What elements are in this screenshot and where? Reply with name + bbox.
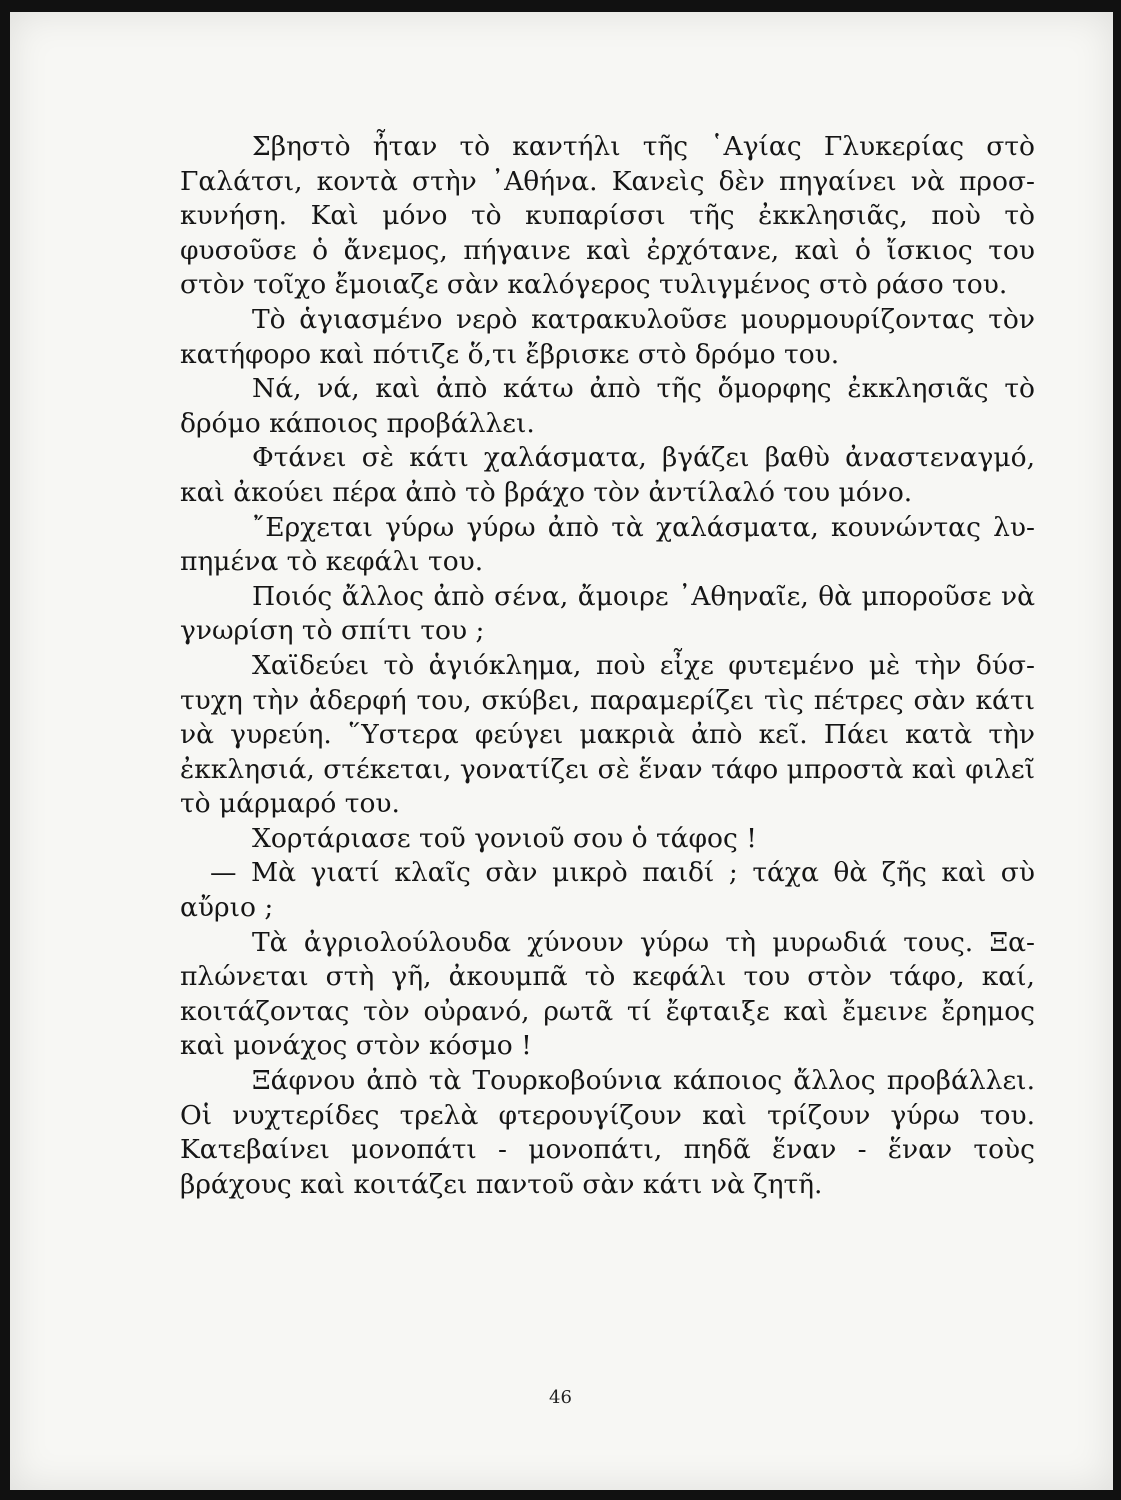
page-number: 46 <box>549 1387 572 1408</box>
paragraph-1: Σβηστὸ ἦταν τὸ καντήλι τῆς ῾Αγίας Γλυκερίας στὸ Γαλάτσι, κοντὰ στὴν ᾿Αθήνα. Κανεὶς δὲν πηγαίνει νὰ προσκυνήση. Καὶ μόνο τὸ κυπαρίσσι τῆς ἐκκλησιᾶς, ποὺ τὸ φυσοῦσε ὁ ἄνεμος, πήγαινε καὶ ἐρχότανε, καὶ ὁ ἴσκιος του στὸν τοῖχο ἔμοιαζε σὰν καλόγερος τυλιγμένος στὸ ράσο του. <box>180 131 1035 301</box>
paragraph-7: Χαϊδεύει τὸ ἁγιόκλημα, ποὺ εἶχε φυτεμένο μὲ τὴν δύστυχη τὴν ἀδερφή του, σκύβει, παραμερίζει τὶς πέτρες σὰν κάτι νὰ γυρεύη. ῞Υστερα φεύγει μακριὰ ἀπὸ κεῖ. Πάει κατὰ τὴν ἐκκλησιά, στέκεται, γονατίζει σὲ ἕναν τάφο μπροστὰ καὶ φιλεῖ τὸ μάρμαρό του. <box>180 649 1035 820</box>
paragraph-3: Νά, νά, καὶ ἀπὸ κάτω ἀπὸ τῆς ὄμορφης ἐκκλησιᾶς τὸ δρόμο κάποιος προβάλλει. <box>180 373 1035 439</box>
paragraph-9-dialogue: — Μὰ γιατί κλαῖς σὰν μικρὸ παιδί ; τάχα θὰ ζῆς καὶ σὺ αὔριο ; <box>180 857 1035 924</box>
paragraph-11: Ξάφνου ἀπὸ τὰ Τουρκοβούνια κάποιος ἄλλος προβάλλει. Οἱ νυχτερίδες τρελὰ φτερουγίζουν καὶ τρίζουν γύρω του. Κατεβαίνει μονοπάτι - μονοπάτι, πηδᾶ ἕναν - ἕναν τοὺς βράχους καὶ κοιτάζει παντοῦ σὰν κάτι νὰ ζητῆ. <box>180 1065 1035 1200</box>
body-text <box>180 130 1035 1202</box>
paragraph-10: Τὰ ἀγριολούλουδα χύνουν γύρω τὴ μυρωδιά τους. Ξαπλώνεται στὴ γῆ, ἀκουμπᾶ τὸ κεφάλι του στὸν τάφο, καί, κοιτάζοντας τὸν οὐρανό, ρωτᾶ τί ἔφταιξε καὶ ἔμεινε ἔρημος καὶ μονάχος στὸν κόσμο ! <box>180 926 1035 1062</box>
paragraph-6: Ποιός ἄλλος ἀπὸ σένα, ἄμοιρε ᾿Αθηναῖε, θὰ μποροῦσε νὰ γνωρίση τὸ σπίτι του ; <box>180 580 1035 647</box>
paragraph-4: Φτάνει σὲ κάτι χαλάσματα, βγάζει βαθὺ ἀναστεναγμό, καὶ ἀκούει πέρα ἀπὸ τὸ βράχο τὸν ἀντίλαλό του μόνο. <box>180 442 1035 508</box>
paragraph-8: Χορτάριασε τοῦ γονιοῦ σου ὁ τάφος ! <box>252 822 757 854</box>
paragraph-2: Τὸ ἁγιασμένο νερὸ κατρακυλοῦσε μουρμουρίζοντας τὸν κατήφορο καὶ πότιζε ὅ,τι ἔβρισκε στὸ δρόμο του. <box>180 303 1035 370</box>
paragraph-5: ῎Ερχεται γύρω γύρω ἀπὸ τὰ χαλάσματα, κουνώντας λυπημένα τὸ κεφάλι του. <box>180 511 1035 578</box>
